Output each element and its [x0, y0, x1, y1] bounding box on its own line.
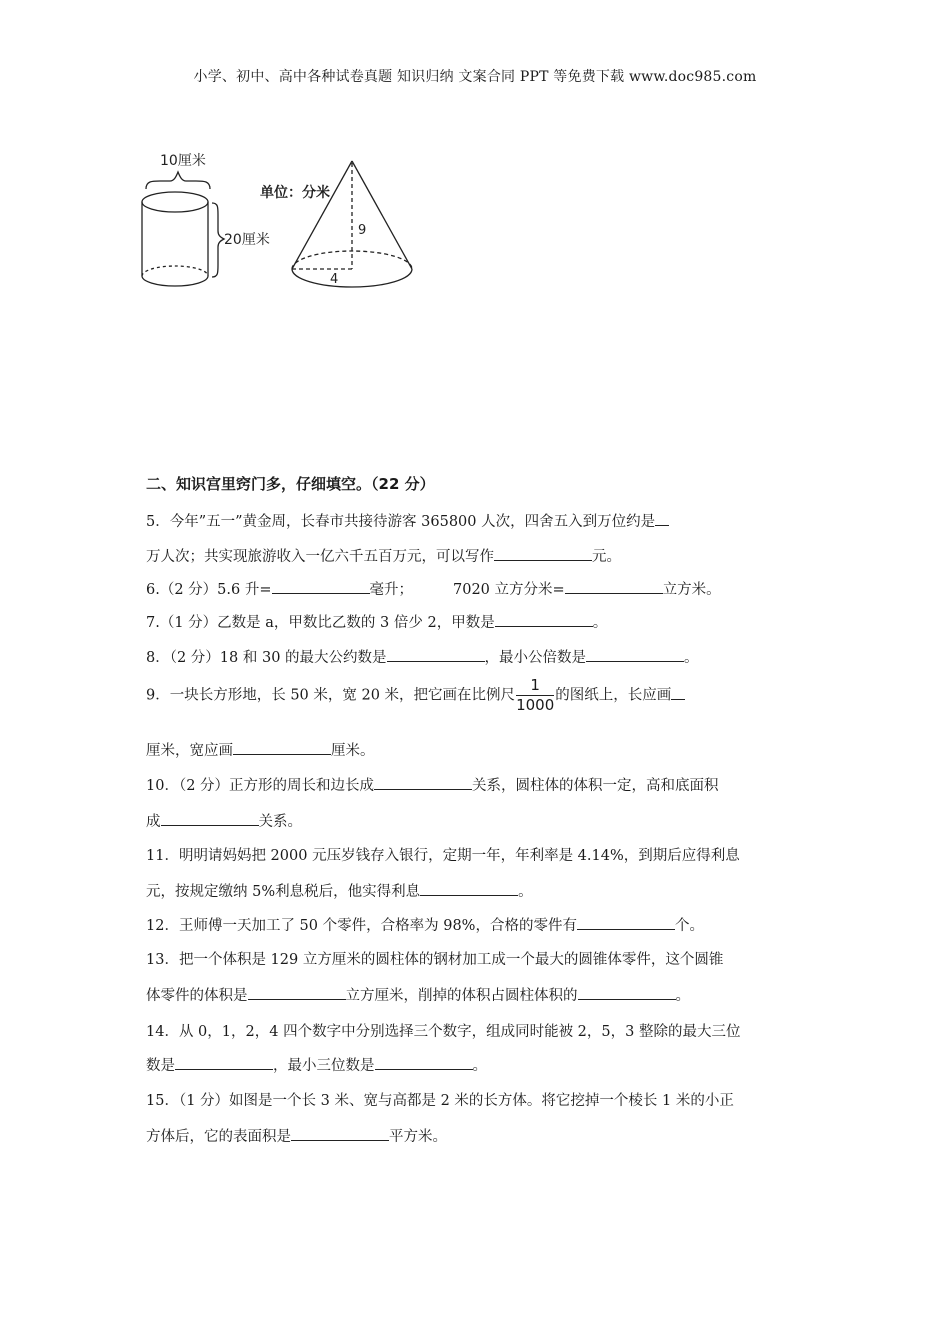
question-10-line-1	[146, 774, 719, 795]
question-14-line-2	[146, 1054, 487, 1075]
question-13-line-2	[146, 984, 690, 1005]
q13-text-b: 体零件的体积是	[146, 988, 248, 1004]
q6-text-c: 7020 立方分米=	[453, 582, 565, 598]
q11-text-a: 11．明明请妈妈把 2000 元压岁钱存入银行，定期一年，年利率是 4.14%，到期后应得利息	[146, 848, 740, 864]
q5-blank-2[interactable]	[494, 546, 592, 561]
question-15-line-2	[146, 1125, 447, 1146]
q8-text-b: ，最小公倍数是	[484, 650, 587, 666]
q12-text-b: 个。	[674, 918, 704, 934]
q10-text-a: 10．（2 分）正方形的周长和边长成	[146, 778, 375, 794]
q14-blank-1[interactable]	[175, 1055, 273, 1070]
geometry-figure	[140, 145, 440, 295]
q8-text-a: 8．（2 分）18 和 30 的最大公约数是	[146, 650, 387, 666]
q11-blank[interactable]	[420, 881, 518, 896]
q10-blank-2[interactable]	[161, 811, 259, 826]
q11-text-c: 。	[518, 884, 533, 900]
question-9-line-1	[146, 678, 685, 713]
question-8	[146, 646, 699, 667]
q5-blank-1[interactable]	[655, 511, 669, 526]
q7-text-b: 。	[592, 615, 608, 631]
q10-text-d: 关系。	[258, 814, 302, 830]
q13-blank-2[interactable]	[578, 985, 676, 1000]
question-9-line-2	[146, 739, 375, 760]
q13-blank-1[interactable]	[248, 985, 346, 1000]
scale-fraction	[516, 678, 554, 713]
q6-text-d: 立方米。	[662, 582, 721, 598]
q14-text-d: 。	[472, 1058, 487, 1074]
q14-blank-2[interactable]	[375, 1055, 473, 1070]
q14-text-c: ，最小三位数是	[273, 1058, 375, 1074]
q5-text-a: 5．今年”五一”黄金周，长春市共接待游客 365800 人次，四舍五入到万位约是	[146, 514, 656, 530]
q14-text-a: 14．从 0，1，2，4 四个数字中分别选择三个数字，组成同时能被 2，5，3 整除的最大三位	[146, 1024, 741, 1040]
q6-blank-2[interactable]	[565, 579, 663, 594]
cone-height-label: 9	[358, 223, 367, 238]
q8-text-c: 。	[684, 650, 699, 666]
q10-text-b: 关系，圆柱体的体积一定，高和底面积	[472, 778, 719, 794]
question-14-line-1	[146, 1020, 740, 1041]
q7-blank[interactable]	[495, 612, 593, 627]
q13-text-a: 13．把一个体积是 129 立方厘米的圆柱体的钢材加工成一个最大的圆锥体零件，这个圆锥	[146, 952, 724, 968]
q12-blank[interactable]	[577, 915, 675, 930]
q9-blank-2[interactable]	[233, 740, 331, 755]
q15-blank[interactable]	[291, 1126, 389, 1141]
q10-blank-1[interactable]	[374, 775, 472, 790]
q15-text-c: 平方米。	[389, 1129, 447, 1145]
question-15-line-1	[146, 1089, 734, 1110]
q13-text-c: 立方厘米，削掉的体积占圆柱体积的	[345, 988, 578, 1004]
q5-text-c: 元。	[592, 549, 621, 565]
cylinder-diameter-label: 10厘米	[160, 153, 206, 169]
q11-text-b: 元，按规定缴纳 5%利息税后，他实得利息	[146, 884, 421, 900]
q10-text-c: 成	[146, 814, 161, 830]
cylinder-height-label: 20厘米	[224, 232, 270, 248]
question-11-line-1	[146, 844, 740, 865]
question-7	[146, 611, 607, 632]
question-5-line-2	[146, 545, 621, 566]
cone-diameter-label: 4	[330, 272, 339, 287]
q9-text-a: 9．一块长方形地，长 50 米，宽 20 米，把它画在比例尺	[146, 687, 516, 704]
q15-text-a: 15．（1 分）如图是一个长 3 米、宽与高都是 2 米的长方体。将它挖掉一个棱长 1 米的小正	[146, 1093, 734, 1109]
cone-shape	[292, 161, 412, 287]
q9-blank-1[interactable]	[671, 685, 685, 700]
q9-text-d: 厘米。	[331, 743, 375, 759]
q12-text-a: 12．王师傅一天加工了 50 个零件，合格率为 98%，合格的零件有	[146, 918, 577, 934]
question-12	[146, 914, 704, 935]
question-5-line-1	[146, 510, 669, 531]
cylinder-cone-diagram	[140, 145, 440, 295]
q8-blank-1[interactable]	[387, 647, 485, 662]
fraction-denominator: 1000	[516, 696, 555, 714]
q15-text-b: 方体后，它的表面积是	[146, 1129, 291, 1145]
question-6	[146, 578, 721, 599]
q9-text-c: 厘米，宽应画	[146, 743, 233, 759]
q13-text-d: 。	[675, 988, 690, 1004]
cylinder-shape	[142, 172, 224, 286]
q5-text-b: 万人次；共实现旅游收入一亿六千五百万元，可以写作	[146, 549, 494, 565]
question-11-line-2	[146, 880, 533, 901]
q9-text-b: 的图纸上，长应画	[555, 687, 672, 704]
fraction-numerator: 1	[516, 678, 554, 696]
page-header: 小学、初中、高中各种试卷真题 知识归纳 文案合同 PPT 等免费下载 www.doc985.com	[193, 69, 757, 85]
cone-unit-label: 单位：分米	[260, 185, 330, 201]
section-title: 二、知识宫里窍门多，仔细填空。（22 分）	[146, 475, 435, 493]
q7-text-a: 7.（1 分）乙数是 a，甲数比乙数的 3 倍少 2，甲数是	[146, 615, 495, 631]
q6-text-a: 6.（2 分）5.6 升=	[146, 582, 272, 598]
q14-text-b: 数是	[146, 1058, 175, 1074]
q6-blank-1[interactable]	[272, 579, 370, 594]
q6-text-b: 毫升；	[369, 582, 413, 598]
question-10-line-2	[146, 810, 302, 831]
question-13-line-1	[146, 948, 723, 969]
q8-blank-2[interactable]	[586, 647, 684, 662]
